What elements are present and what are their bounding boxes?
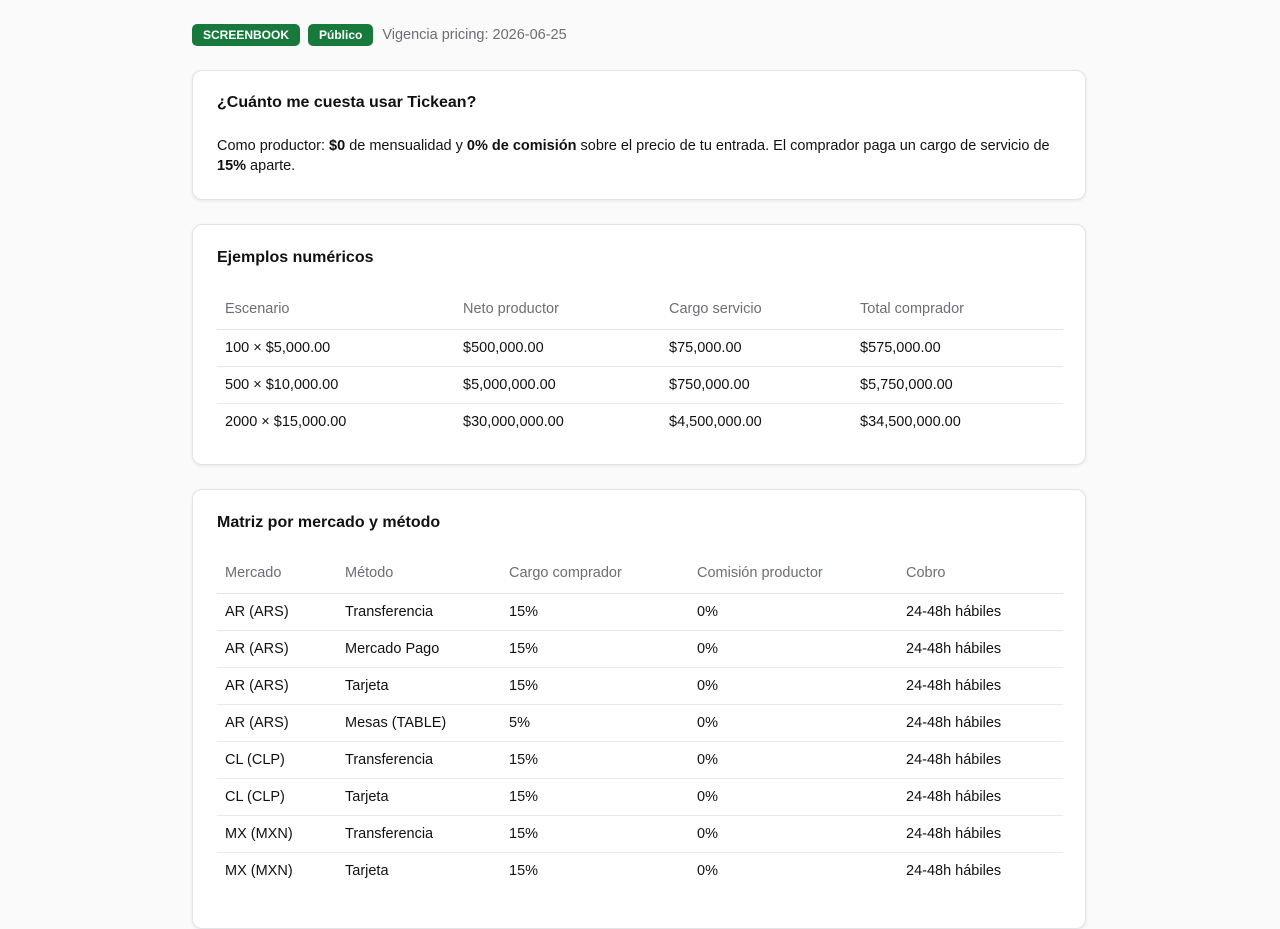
table-cell: 0% [689,631,898,668]
table-cell: 15% [509,863,539,879]
column-header: Escenario [217,289,455,330]
table-cell: $5,750,000.00 [852,367,1063,404]
table-cell: 15% [501,668,689,705]
table-cell: 5% [501,705,689,742]
table-cell: 24-48h hábiles [898,631,1063,668]
table-cell: 24-48h hábiles [898,668,1063,705]
table-cell: 2000 × $15,000.00 [225,414,347,430]
examples-title: Ejemplos numéricos [217,249,374,266]
table-cell: $30,000,000.00 [463,414,564,430]
table-cell: MX (MXN) [217,816,337,853]
table-cell: 15% [501,816,689,853]
header-bar [192,24,567,46]
commission-value: 0% de comisión [466,138,577,154]
table-cell: 0% [689,594,898,631]
cost-summary-card [192,70,1086,200]
examples-header-row [217,289,1063,330]
table-cell: Tarjeta [345,863,389,879]
table-row [217,330,1063,367]
column-header: Cargo servicio [661,289,852,330]
table-cell: 24-48h hábiles [898,594,1063,631]
table-cell: AR (ARS) [217,705,337,742]
examples-card [192,224,1086,465]
table-row [217,668,1063,705]
table-cell: $34,500,000.00 [860,414,961,430]
table-cell: 15% [501,742,689,779]
table-cell: Tarjeta [337,779,501,816]
matrix-header-row [217,553,1063,594]
market-method-matrix-card [192,489,1086,929]
cost-summary-title: ¿Cuánto me cuesta usar Tickean? [217,94,477,111]
table-cell: 15% [501,779,689,816]
table-cell: 0% [689,742,898,779]
cost-summary-text [217,136,1061,176]
table-row [217,816,1063,853]
cost-text-part: Como productor: [217,138,330,154]
table-cell: Tarjeta [337,668,501,705]
table-cell: 24-48h hábiles [906,863,1002,879]
table-cell: AR (ARS) [217,668,337,705]
table-cell: CL (CLP) [217,742,337,779]
table-cell: 24-48h hábiles [898,742,1063,779]
table-cell: 24-48h hábiles [898,779,1063,816]
column-header: Comisión productor [689,553,898,594]
publico-badge: Público [308,24,373,46]
table-row [217,404,1063,441]
table-cell: MX (MXN) [225,863,293,879]
table-cell: AR (ARS) [217,631,337,668]
table-cell: 100 × $5,000.00 [217,330,455,367]
table-cell: 15% [501,631,689,668]
table-row [217,705,1063,742]
cost-text-part: de mensualidad y [345,138,467,154]
service-fee-value: 15% [217,158,247,174]
table-cell: $575,000.00 [852,330,1063,367]
table-cell: 0% [689,779,898,816]
table-cell: 0% [689,816,898,853]
table-cell: Transferencia [337,816,501,853]
table-cell: Transferencia [337,742,501,779]
cost-text-part: sobre el precio de tu entrada. El comprador paga un cargo de servicio de [576,138,1050,154]
table-row [217,853,1063,890]
table-cell: $75,000.00 [661,330,852,367]
column-header: Cargo comprador [501,553,689,594]
column-header: Total comprador [852,289,1063,330]
table-cell: $5,000,000.00 [455,367,661,404]
table-cell: $500,000.00 [455,330,661,367]
table-cell: 24-48h hábiles [898,705,1063,742]
matrix-table [217,553,1063,889]
examples-table [217,289,1063,440]
table-cell: 0% [689,668,898,705]
table-cell: 0% [689,705,898,742]
table-row [217,367,1063,404]
cost-text-part: aparte. [246,158,296,174]
table-cell: 24-48h hábiles [898,816,1063,853]
table-cell: $750,000.00 [661,367,852,404]
table-cell: 0% [697,863,718,879]
table-row [217,631,1063,668]
matrix-title: Matriz por mercado y método [217,514,441,531]
table-cell: 500 × $10,000.00 [217,367,455,404]
column-header: Mercado [217,553,337,594]
vigencia-pricing-text: Vigencia pricing: 2026-06-25 [382,27,567,43]
table-cell: $4,500,000.00 [669,414,762,430]
monthly-fee-value: $0 [329,138,346,154]
table-row [217,594,1063,631]
table-row [217,742,1063,779]
table-cell: Transferencia [337,594,501,631]
table-cell: Mercado Pago [337,631,501,668]
table-row [217,779,1063,816]
table-cell: Mesas (TABLE) [337,705,501,742]
screenbook-badge: SCREENBOOK [192,24,300,46]
column-header: Método [337,553,501,594]
column-header: Cobro [898,553,1063,594]
table-cell: AR (ARS) [217,594,337,631]
table-cell: CL (CLP) [217,779,337,816]
column-header: Neto productor [455,289,661,330]
table-cell: 15% [501,594,689,631]
